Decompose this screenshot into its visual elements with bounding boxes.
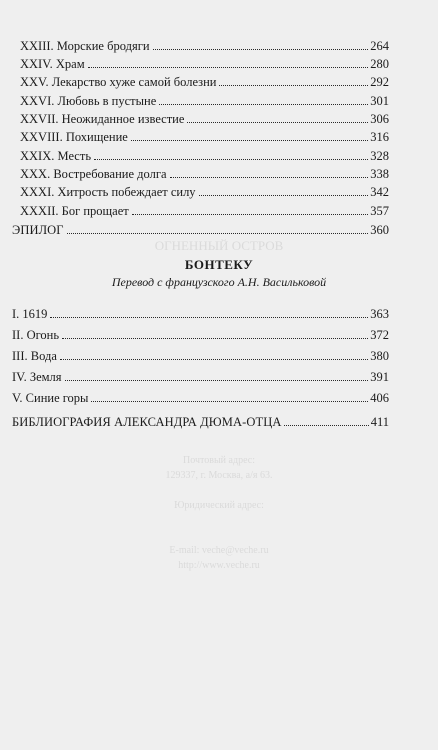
toc-entry-page: 406 — [370, 391, 389, 405]
toc-entry-page: 391 — [370, 370, 389, 384]
toc-entry-title: XXVII. Неожиданное известие — [20, 112, 185, 126]
toc-entry-title: IV. Земля — [12, 370, 62, 384]
dot-leader — [94, 159, 368, 160]
dot-leader — [60, 359, 368, 360]
toc-entry — [20, 163, 389, 181]
dot-leader — [199, 195, 369, 196]
toc-entry-page: 380 — [370, 349, 389, 363]
toc-entry-title: XXXI. Хитрость побеждает силу — [20, 185, 196, 199]
toc-entry — [20, 145, 389, 163]
toc-entry-page: 372 — [370, 328, 389, 342]
toc-entry-title: V. Синие горы — [12, 391, 89, 405]
toc-entry-title: XXVI. Любовь в пустыне — [20, 94, 157, 108]
toc-entry — [20, 90, 389, 108]
dot-leader — [88, 67, 369, 68]
toc-entry — [20, 35, 389, 53]
toc-entry-title: XXXII. Бог прощает — [20, 204, 129, 218]
bleed-text: http://www.veche.ru — [178, 560, 260, 571]
toc-entry — [20, 108, 389, 126]
toc-entry — [12, 366, 389, 384]
toc-entry-bibliography — [12, 411, 389, 429]
dot-leader — [67, 233, 369, 234]
toc-entry-page: 342 — [370, 185, 389, 199]
toc-entry-page: 292 — [370, 75, 389, 89]
bleed-text: Почтовый адрес: — [183, 455, 255, 466]
toc-entry-title: XXIV. Храм — [20, 57, 85, 71]
toc-entry — [20, 71, 389, 89]
bleed-text: E-mail: veche@veche.ru — [169, 545, 269, 556]
toc-entry-title: II. Огонь — [12, 328, 60, 342]
dot-leader — [187, 122, 368, 123]
dot-leader — [62, 338, 368, 339]
toc-entry — [20, 53, 389, 71]
dot-leader — [91, 401, 368, 402]
section-subtitle: Перевод с французского А.Н. Васильковой — [111, 275, 327, 289]
toc-entry-page: 338 — [370, 167, 389, 181]
toc-entry-page: 357 — [370, 204, 389, 218]
toc-entry — [20, 200, 389, 218]
toc-entry-page: 280 — [370, 57, 389, 71]
toc-entry-title: XXVIII. Похищение — [20, 130, 128, 144]
toc-entry-title: ЭПИЛОГ — [12, 223, 64, 237]
toc-entry-page: 301 — [370, 94, 389, 108]
dot-leader — [153, 49, 369, 50]
bleed-text: Юридический адрес: — [174, 500, 264, 511]
toc-entry — [12, 387, 389, 405]
section-title: БОНТЕКУ — [184, 257, 254, 272]
dot-leader — [170, 177, 369, 178]
bleed-text: ОГНЕННЫЙ ОСТРОВ — [154, 238, 284, 253]
toc-entry — [12, 303, 389, 321]
dot-leader — [159, 104, 368, 105]
toc-entry — [12, 324, 389, 342]
dot-leader — [131, 140, 368, 141]
dot-leader — [132, 214, 369, 215]
toc-entry-title: I. 1619 — [12, 307, 48, 321]
toc-entry-page: 316 — [370, 130, 389, 144]
toc-entry-title: XXX. Востребование долга — [20, 167, 167, 181]
toc-entry-title: XXIX. Месть — [20, 149, 92, 163]
toc-entry — [20, 126, 389, 144]
toc-entry-page: 363 — [370, 307, 389, 321]
toc-entry-title: XXV. Лекарство хуже самой болезни — [20, 75, 217, 89]
toc-entry-page: 328 — [370, 149, 389, 163]
toc-entry-page: 306 — [370, 112, 389, 126]
toc-entry — [12, 345, 389, 363]
dot-leader — [219, 85, 368, 86]
toc-entry-epilogue — [12, 219, 389, 237]
toc-entry-title: БИБЛИОГРАФИЯ АЛЕКСАНДРА ДЮМА-ОТЦА — [12, 415, 282, 429]
toc-entry-title: III. Вода — [12, 349, 57, 363]
toc-entry-page: 264 — [370, 39, 389, 53]
dot-leader — [284, 425, 368, 426]
toc-entry — [20, 181, 389, 199]
toc-entry-page: 411 — [370, 415, 389, 429]
bleed-text: 129337, г. Москва, а/я 63. — [165, 470, 273, 481]
toc-entry-page: 360 — [370, 223, 389, 237]
dot-leader — [65, 380, 369, 381]
toc-entry-title: XXIII. Морские бродяги — [20, 39, 150, 53]
dot-leader — [50, 317, 368, 318]
